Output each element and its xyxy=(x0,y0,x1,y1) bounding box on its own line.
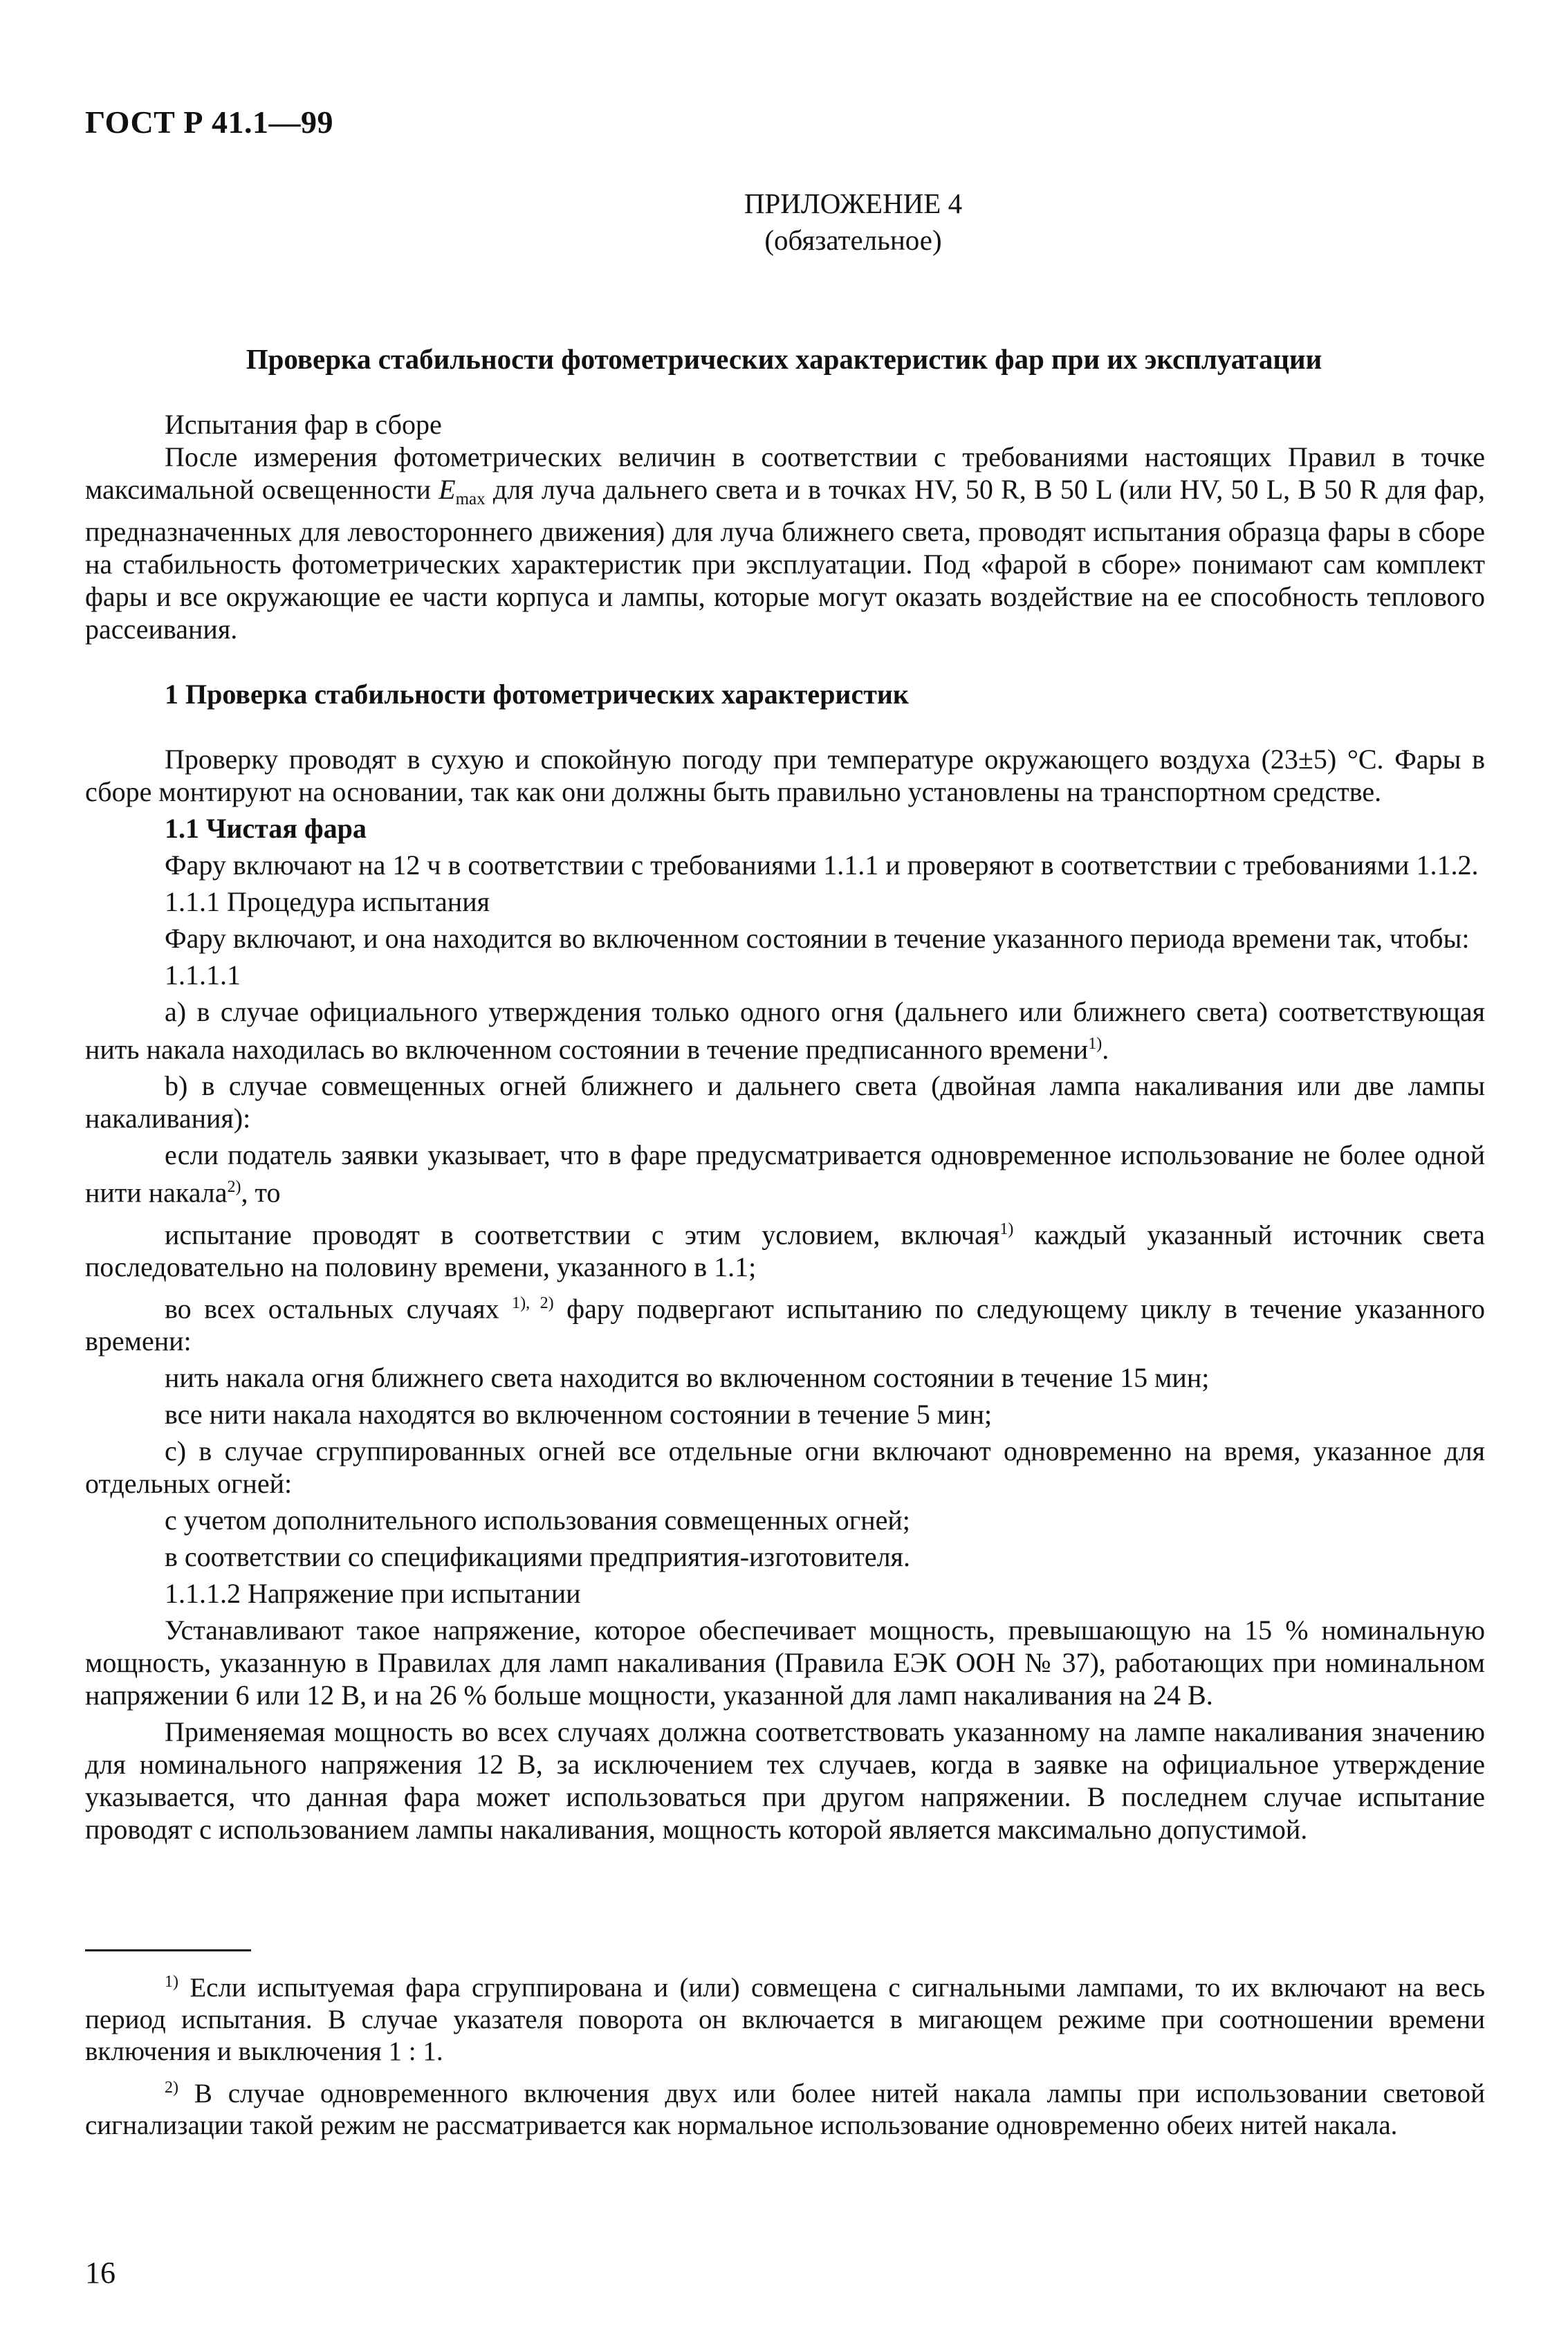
footnote-ref: 1) xyxy=(1088,1035,1103,1053)
subsection-heading: 1.1.1 Процедура испытания xyxy=(165,886,490,917)
clause-number: 1.1.1.1 xyxy=(165,959,241,991)
footnote-mark: 1) xyxy=(165,1973,178,1991)
paragraph: испытание проводят в соответствии с этим условием, включая$^{1)}$ каждый указанный источник света последовательно на половину времени, указанного в 1.1; xyxy=(85,1218,1486,1282)
footnote-ref: 1) xyxy=(999,1220,1014,1238)
footnote-ref: 1), 2) xyxy=(512,1294,554,1312)
footnote-ref: 2) xyxy=(227,1178,241,1197)
paragraph: Фару включают, и она находится во включенном состоянии в течение указанного периода времени так, чтобы: xyxy=(165,923,1470,954)
paragraph: если податель заявки указывает, что в фаре предусматривается одновременное использование не более одной нити накала$^{2)}$, то xyxy=(85,1139,1485,1208)
document-code: ГОСТ Р 41.1—99 xyxy=(85,104,333,140)
paragraph: во всех остальных случаях $^{1), 2)}$ фару подвергают испытанию по следующему циклу в течение указанного времени: xyxy=(85,1293,1485,1357)
list-item: с) в случае сгруппированных огней все отдельные огни включают одновременно на время, указанное для отдельных огней: xyxy=(85,1435,1485,1500)
paragraph: с учетом дополнительного использования совмещенных огней; xyxy=(165,1505,910,1536)
footnote-mark: 2) xyxy=(165,2079,178,2097)
annex-heading xyxy=(0,185,1568,259)
subsection-heading: 1.1 Чистая фара xyxy=(165,813,367,844)
body-text xyxy=(85,408,1485,1846)
section-heading: 1 Проверка стабильности фотометрических характеристик xyxy=(165,679,909,710)
annex-status: (обязательное) xyxy=(764,224,942,256)
emax-symbol: $E_{max}$ xyxy=(439,474,486,508)
footnote-divider xyxy=(85,1949,251,1951)
list-item: b) в случае совмещенных огней ближнего и дальнего света (двойная лампа накаливания или две лампы накаливания): xyxy=(85,1070,1485,1134)
paragraph: Устанавливают такое напряжение, которое обеспечивает мощность, превышающую на 15 % номинальную мощность, указанную в Правилах для ламп накаливания (Правила ЕЭК ООН № 37), работающих при номинальном напряжении 6 или 12 В, и на 26 % больше мощности, указанной для ламп накаливания на 24 В. xyxy=(85,1615,1485,1711)
annex-title: ПРИЛОЖЕНИЕ 4 xyxy=(744,187,963,219)
list-item: а) в случае официального утверждения только одного огня (дальнего или ближнего света) соответствующая нить накала находилась во включенном состоянии в течение предписанного времени$^{1)}$. xyxy=(85,996,1485,1065)
page-title: Проверка стабильности фотометрических характеристик фар при их эксплуатации xyxy=(246,343,1322,375)
paragraph: Применяемая мощность во всех случаях должна соответствовать указанному на лампе накаливания значению для номинального напряжения 12 В, за исключением тех случаев, когда в заявке на официальное утверждение указывается, что данная фара может использоваться при другом напряжении. В последнем случае испытание проводят с использованием лампы накаливания, мощность которой является максимально допустимой. xyxy=(85,1716,1485,1846)
paragraph: Фару включают на 12 ч в соответствии с требованиями 1.1.1 и проверяют в соответствии с требованиями 1.1.2. xyxy=(165,849,1479,881)
subsection-heading: 1.1.1.2 Напряжение при испытании xyxy=(165,1578,581,1610)
footnote: $^{1)}$ Если испытуемая фара сгруппирована и (или) совмещена с сигнальными лампами, то их включают на весь период испытания. В случае указателя поворота он включается в мигающем режиме при соотношении времени включения и выключения 1 : 1. xyxy=(85,1973,1485,2066)
footnotes xyxy=(85,1966,1485,2146)
footnote: $^{2)}$ В случае одновременного включения двух или более нитей накала лампы при использовании световой сигнализации такой режим не рассматривается как нормальное использование одновременно обеих нитей накала. xyxy=(85,2079,1485,2140)
paragraph: Испытания фар в сборе xyxy=(165,409,442,440)
paragraph: все нити накала находятся во включенном состоянии в течение 5 мин; xyxy=(165,1399,993,1431)
paragraph: в соответствии со спецификациями предприятия-изготовителя. xyxy=(165,1541,910,1573)
paragraph: После измерения фотометрических величин в соответствии с требованиями настоящих Правил в точке максимальной освещенности $E_{max}$ для луча дальнего света и в точках HV, 50 R, B 50 L (или HV, 50 L, B 50 R для фар, предназначенных для левостороннего движения) для луча ближнего света, проводят испытания образца фары в сборе на стабильность фотометрических характеристик при эксплуатации. Под «фарой в сборе» понимают сам комплект фары и все окружающие ее части корпуса и лампы, которые могут оказать воздействие на ее способность теплового рассеивания. xyxy=(85,441,1485,645)
paragraph: нить накала огня ближнего света находится во включенном состоянии в течение 15 мин; xyxy=(165,1362,1210,1394)
page-number: 16 xyxy=(85,2256,116,2290)
paragraph: Проверку проводят в сухую и спокойную погоду при температуре окружающего воздуха (23±5) °С. Фары в сборе монтируют на основании, так как они должны быть правильно установлены на транспортном средстве. xyxy=(85,744,1485,807)
